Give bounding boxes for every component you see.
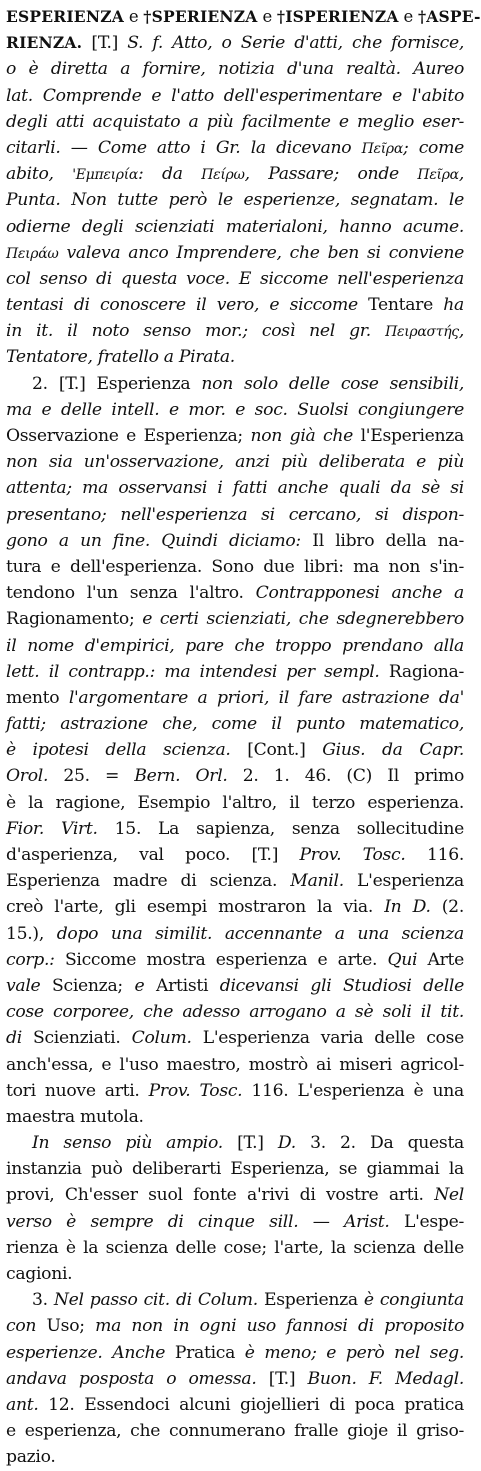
text-span: e bbox=[257, 7, 277, 26]
text-span: Prov. Tosc. bbox=[299, 845, 427, 865]
text-span: e bbox=[134, 975, 156, 996]
text-span: cose corporee, che adesso arrogano a sè soli il tit. bbox=[6, 1002, 464, 1023]
text-line bbox=[6, 1287, 464, 1313]
text-span: è congiunta bbox=[363, 1290, 464, 1311]
text-line bbox=[6, 1340, 464, 1366]
text-span: (2. bbox=[441, 897, 464, 918]
text-span: il nome d'empirici, pare che troppo prendano alla bbox=[6, 635, 464, 656]
text-line bbox=[6, 83, 464, 109]
text-line bbox=[6, 737, 464, 763]
greek-term: Πειράω bbox=[6, 245, 59, 262]
headword: RIENZA. bbox=[6, 33, 83, 53]
text-line bbox=[6, 921, 464, 947]
text-line bbox=[6, 1366, 464, 1392]
text-span: e esperienza, che connumerano fralle gioje il griso- bbox=[6, 1421, 464, 1442]
text-line bbox=[6, 187, 464, 213]
greek-term: Πείρω bbox=[201, 167, 245, 184]
text-span: , Passare; onde bbox=[244, 164, 418, 185]
text-span: 25. = bbox=[63, 766, 135, 787]
text-span: Nel passo cit. di Colum. bbox=[53, 1290, 265, 1311]
text-line bbox=[6, 790, 464, 816]
text-line bbox=[6, 502, 464, 528]
text-span: Bern. Orl. bbox=[134, 766, 243, 787]
text-line bbox=[6, 135, 464, 161]
text-span: è meno; e però nel seg. bbox=[244, 1342, 465, 1363]
text-span: L'esperienza bbox=[357, 871, 464, 892]
text-span: Uso; bbox=[46, 1316, 96, 1337]
text-span: 12. Essendoci alcuni giojellieri di poca pratica bbox=[48, 1394, 464, 1415]
text-line bbox=[6, 763, 464, 789]
text-line bbox=[6, 1052, 464, 1078]
text-line bbox=[6, 449, 464, 475]
text-span: , bbox=[458, 321, 464, 342]
text-line bbox=[6, 344, 464, 370]
text-span: corp.: bbox=[6, 949, 65, 970]
text-line bbox=[6, 1182, 464, 1208]
text-span: Ragionamento; bbox=[6, 609, 143, 630]
text-span: andava posposta o omessa. bbox=[6, 1368, 269, 1389]
text-span: presentano; nell'esperienza si cercano, si dispon- bbox=[6, 504, 464, 525]
text-span: ; come bbox=[403, 137, 464, 158]
text-span: D. bbox=[277, 1133, 311, 1154]
text-span: provi, Ch'esser suol fonte a'rivi di vostre arti. bbox=[6, 1185, 435, 1206]
text-span: ha bbox=[443, 295, 464, 316]
text-span: con bbox=[6, 1316, 47, 1337]
text-span: [T.] bbox=[268, 1368, 308, 1389]
text-span: abito, bbox=[6, 164, 73, 185]
text-span: dopo una similit. accennante a una scienza bbox=[56, 923, 464, 944]
text-line bbox=[6, 1078, 464, 1104]
text-line bbox=[6, 266, 464, 292]
text-line bbox=[6, 161, 464, 187]
text-span: 116. bbox=[426, 845, 465, 865]
text-span: rienza è la scienza delle cose; l'arte, la scienza delle bbox=[6, 1237, 464, 1258]
text-span: S. f. Atto, o Serie d'atti, che fornisce, bbox=[127, 33, 464, 54]
text-line bbox=[6, 947, 464, 973]
text-span: verso è sempre di cinque sill. — Arist. bbox=[6, 1211, 404, 1232]
text-line bbox=[6, 1156, 464, 1182]
text-line bbox=[6, 554, 464, 580]
text-line bbox=[6, 1104, 464, 1130]
text-span: 15.), bbox=[6, 923, 57, 944]
text-line bbox=[6, 318, 464, 344]
text-span: Esperienza bbox=[264, 1290, 364, 1311]
text-span: creò l'arte, gli esempi mostraron la via. bbox=[6, 897, 385, 918]
text-span: tori nuove arti. bbox=[6, 1080, 149, 1101]
text-span: instanzia può deliberarti Esperienza, se giammai la bbox=[6, 1159, 464, 1180]
text-span: dicevansi gli Studiosi delle bbox=[219, 975, 464, 996]
text-span: 15. La sapienza, senza sollecitudine bbox=[114, 818, 464, 839]
text-span: Qui bbox=[387, 949, 428, 970]
text-line bbox=[6, 1130, 464, 1156]
text-line bbox=[6, 1261, 464, 1287]
text-span: 3. 2. Da questa bbox=[310, 1133, 464, 1154]
text-span: L'espe- bbox=[403, 1211, 464, 1232]
text-span: valeva anco Imprendere, che ben si conviene bbox=[58, 242, 464, 263]
text-span: ma e delle intell. e mor. e soc. Suolsi congiungere bbox=[6, 399, 464, 420]
text-span: anch'essa, e l'uso maestro, mostrò ai miseri agricol- bbox=[6, 1054, 464, 1075]
text-span: citarli. — Come atto i Gr. la dicevano bbox=[6, 137, 362, 158]
text-span: degli atti acquistato a più facilmente e meglio eser- bbox=[6, 111, 464, 132]
text-line bbox=[6, 1392, 464, 1418]
text-span: gono a un fine. Quindi diciamo: bbox=[6, 530, 313, 551]
text-span: In D. bbox=[384, 897, 442, 918]
text-line bbox=[6, 580, 464, 606]
text-line bbox=[6, 1235, 464, 1261]
text-span: è ipotesi della scienza. bbox=[6, 740, 248, 761]
text-span: tendono l'un senza l'altro. bbox=[6, 583, 256, 604]
text-line bbox=[6, 606, 464, 632]
headword: †ISPERIENZA bbox=[276, 7, 399, 26]
text-span: Scienza; bbox=[52, 975, 135, 996]
text-span: non sia un'osservazione, anzi più deliberata e più bbox=[6, 452, 464, 473]
text-span: lat. Comprende e l'atto dell'esperimentare e l'abito bbox=[6, 85, 464, 106]
text-span: Punta. Non tutte però le esperienze, segnatam. le bbox=[6, 190, 464, 211]
text-line bbox=[6, 475, 464, 501]
text-line bbox=[6, 292, 464, 318]
text-line bbox=[6, 397, 464, 423]
text-span: è la ragione, Esempio l'altro, il terzo esperienza. bbox=[6, 792, 464, 813]
headword: †SPERIENZA bbox=[143, 7, 258, 26]
text-span: 2. [T.] Esperienza bbox=[32, 373, 202, 394]
text-line bbox=[6, 973, 464, 999]
text-span: 2. 1. 46. (C) Il primo bbox=[242, 766, 464, 787]
text-span: Arte bbox=[427, 949, 464, 970]
text-span: [Cont.] bbox=[247, 740, 323, 761]
text-span: Manil. bbox=[290, 871, 358, 892]
text-span: in it. il noto senso mor.; così nel gr. bbox=[6, 321, 386, 342]
text-span: ma non in ogni uso fannosi di proposito bbox=[95, 1316, 464, 1337]
greek-term: Πειραστής bbox=[385, 324, 459, 341]
greek-term: 'Εμπειρία bbox=[72, 167, 139, 184]
text-line bbox=[6, 423, 464, 449]
text-line bbox=[6, 842, 464, 868]
text-span: e bbox=[398, 7, 418, 26]
text-line bbox=[6, 633, 464, 659]
text-line bbox=[6, 4, 481, 30]
text-span: Buon. F. Medagl. bbox=[307, 1368, 464, 1389]
text-span: 3. bbox=[32, 1290, 54, 1311]
text-line bbox=[6, 685, 464, 711]
text-span: non già che bbox=[250, 426, 361, 446]
text-line bbox=[6, 816, 464, 842]
text-span: Tentare bbox=[368, 295, 444, 316]
text-span: d'asperienza, val poco. [T.] bbox=[6, 845, 300, 865]
text-span: Scienziati. bbox=[33, 1028, 132, 1049]
text-span: fatti; astrazione che, come il punto matematico, bbox=[6, 714, 464, 735]
text-span: 116. L'esperienza è una bbox=[251, 1080, 464, 1101]
text-span: lett. il contrapp.: ma intendesi per sempl. bbox=[6, 661, 389, 682]
text-span: o è diretta a fornire, notizia d'una realtà. Aureo bbox=[6, 59, 464, 80]
text-line bbox=[6, 711, 464, 737]
text-span: Osservazione e Esperienza; bbox=[6, 426, 251, 446]
text-span: tentasi di conoscere il vero, e siccome bbox=[6, 295, 369, 316]
text-span: Esperienza madre di scienza. bbox=[6, 871, 291, 892]
text-span: , bbox=[458, 164, 464, 185]
text-span: esperienze. Anche bbox=[6, 1342, 175, 1363]
text-span: tura e dell'esperienza. Sono due libri: ma non s'in- bbox=[6, 556, 464, 577]
text-line bbox=[6, 109, 464, 135]
text-span: pazio. bbox=[6, 1447, 56, 1468]
text-span: Pratica bbox=[174, 1342, 245, 1363]
text-span: odierne degli scienziati materialoni, hanno acume. bbox=[6, 216, 464, 237]
text-span: l'Esperienza bbox=[360, 426, 464, 446]
text-span: e certi scienziati, che sdegnerebbero bbox=[142, 609, 464, 630]
text-span: Il libro della na- bbox=[312, 530, 464, 551]
text-line bbox=[6, 1444, 464, 1470]
text-span: col senso di questa voce. E siccome nell'esperienza bbox=[6, 268, 464, 289]
text-span: Siccome mostra esperienza e arte. bbox=[64, 949, 388, 970]
text-span: Colum. bbox=[131, 1028, 203, 1049]
text-span: [T.] bbox=[82, 33, 128, 54]
greek-term: Πεῖρα bbox=[417, 167, 459, 184]
text-span: [T.] bbox=[237, 1133, 278, 1154]
text-line bbox=[6, 528, 464, 554]
text-span: mento bbox=[6, 687, 69, 708]
text-line bbox=[6, 868, 464, 894]
text-line bbox=[6, 30, 464, 56]
text-span: maestra mutola. bbox=[6, 1106, 144, 1127]
text-span: non solo delle cose sensibili, bbox=[201, 373, 464, 394]
text-span: cagioni. bbox=[6, 1264, 73, 1284]
text-span: l'argomentare a priori, il fare astrazione da' bbox=[68, 687, 464, 708]
text-line bbox=[6, 999, 464, 1025]
text-span: Gius. da Capr. bbox=[322, 740, 465, 761]
text-line bbox=[6, 371, 464, 397]
text-span: Fior. Virt. bbox=[6, 818, 115, 839]
text-line bbox=[6, 1418, 464, 1444]
text-span: e bbox=[123, 7, 144, 26]
greek-term: Πεῖρα bbox=[361, 140, 403, 157]
text-line bbox=[6, 1209, 464, 1235]
text-span: Orol. bbox=[6, 766, 64, 787]
text-span: In senso più ampio. bbox=[32, 1133, 238, 1154]
text-line bbox=[6, 214, 464, 240]
text-span: Contrapponesi anche a bbox=[255, 583, 464, 604]
headword: ESPERIENZA bbox=[6, 7, 124, 26]
headword: †ASPE- bbox=[417, 7, 481, 26]
text-line bbox=[6, 1025, 464, 1051]
text-span: Artisti bbox=[155, 975, 220, 996]
text-line bbox=[6, 1313, 464, 1339]
text-span: : da bbox=[138, 164, 202, 185]
text-span: vale bbox=[6, 975, 53, 996]
text-span: Nel bbox=[434, 1185, 464, 1206]
text-span: ant. bbox=[6, 1394, 49, 1415]
text-span: Ragiona- bbox=[388, 661, 464, 682]
text-line bbox=[6, 659, 464, 685]
text-line bbox=[6, 240, 464, 266]
text-line bbox=[6, 894, 464, 920]
text-span: di bbox=[6, 1028, 33, 1049]
text-span: Prov. Tosc. bbox=[148, 1080, 252, 1101]
text-span: attenta; ma osservansi i fatti anche quali da sè si bbox=[6, 478, 464, 499]
text-span: Tentatore, fratello a Pirata. bbox=[6, 347, 235, 368]
text-line bbox=[6, 56, 464, 82]
text-span: L'esperienza varia delle cose bbox=[202, 1028, 464, 1049]
